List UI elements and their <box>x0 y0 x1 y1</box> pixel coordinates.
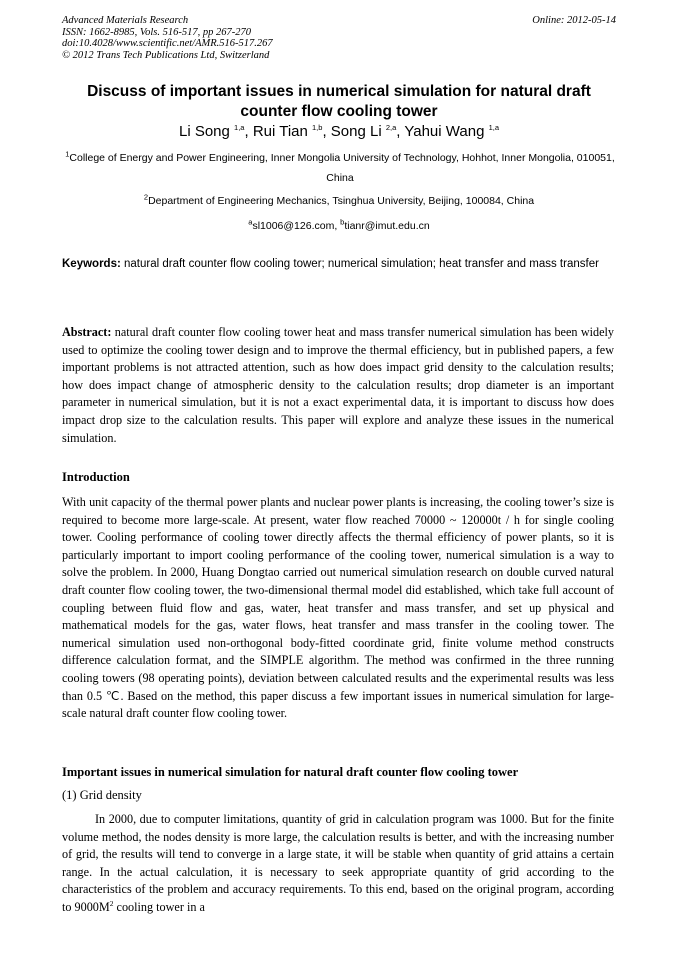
email-line <box>60 216 618 236</box>
paragraph-text: In 2000, due to computer limitations, quantity of grid in calculation program was 1000. But for the finite volume method, the nodes density is more large, the calculation results is better, and with the increasing number of grid, the results will tend to converge in a large state, it will be stable when quantity of grid attains a certain range. In the actual calculation, it is necessary to seek appropriate quantity of grid according to the characteristics of the problem and accuracy requirements. To this end, based on the original program, according to 9000M <box>62 812 614 914</box>
email-mark: a <box>248 217 253 227</box>
online-date: Online: 2012-05-14 <box>532 15 616 26</box>
grid-density-text <box>62 811 614 917</box>
introduction-text: With unit capacity of the thermal power plants and nuclear power plants is increasing, the cooling tower’s size is required to become more large-scale. At present, water flow reached 70000 ~ 120000t / h for single cooling tower. Cooling performance of cooling tower directly affects the thermal efficiency of power plants, so it is particularly important to import cooling performance of the cooling tower, numerical simulation is a way to solve the problem. In 2000, Huang Dongtao carried out numerical simulation research on double curved natural draft counter flow cooling tower, the two-dimensional thermal model did established, which take full account of coupling between fluid flow and gas, water, heat transfer and mass transfer, and set up physical and mathematical models for the gas, water flows, heat transfer and mass transfer in the cooling tower. The numerical simulation used non-orthogonal body-fitted coordinate grid, finite volume method constructs difference calculation format, and the SIMPLE algorithm. The method was confirmed in the three running cooling towers (98 operating points), deviation between calculated results and the experimental results was less than 0.5 ℃. Based on the method, this paper discuss a few important issues in numerical simulation for large-scale natural draft counter flow cooling tower. <box>62 495 614 721</box>
author-affiliation-mark: 1,b <box>312 123 323 132</box>
affiliation-2 <box>60 191 618 211</box>
doi-line: doi:10.4028/www.scientific.net/AMR.516-517.267 <box>62 38 273 49</box>
keywords <box>62 256 614 272</box>
email-a: sl1006@126.com, <box>252 220 338 232</box>
author-list: Li Song $^{1,a}$, Rui Tian $^{1,b}$, Song Li $^{2,a}$, Yahui Wang $^{1,a}$ <box>178 123 500 140</box>
abstract <box>62 324 614 447</box>
affiliation-mark: 1 <box>65 149 70 159</box>
section-heading: Important issues in numerical simulation for natural draft counter flow cooling tower <box>62 765 519 779</box>
author-name: Rui Tian <box>252 123 308 140</box>
affiliation-mark: 2 <box>143 192 149 202</box>
author-affiliation-mark: 2,a <box>385 123 397 132</box>
paragraph-text-end: cooling tower in a <box>113 899 205 914</box>
affiliation-text: Department of Engineering Mechanics, Tsinghua University, Beijing, 100084, China <box>148 195 535 207</box>
email-mark: b <box>340 217 345 227</box>
abstract-text: natural draft counter flow cooling tower heat and mass transfer numerical simulation has been widely used to optimize the cooling tower design and to improve the thermal efficiency, but in published papers, a few important problems is not attracted attention, such as how does impact grid density to the calculation results; how does impact change of atmospheric density to the calculation results; drop diameter is an important parameter in numerical simulation, but it is not a exact experimental data, it is important to discuss how does impact drop size to the calculation results. This paper will explore and analyze these issues in the numerical simulation. <box>62 325 614 445</box>
affiliation-1 <box>62 148 618 188</box>
author-name: Li Song <box>178 123 230 140</box>
subsection-heading: (1) Grid density <box>62 788 142 802</box>
paper-title: Discuss of important issues in numerical simulation for natural draft counter flow cooling tower <box>87 83 591 120</box>
affiliation-text: College of Energy and Power Engineering, Inner Mongolia University of Technology, Hohhot, Inner Mongolia, 010051, China <box>69 152 615 184</box>
copyright-line: © 2012 Trans Tech Publications Ltd, Switzerland <box>62 49 270 61</box>
journal-name: Advanced Materials Research <box>62 15 189 26</box>
keywords-label: Keywords: <box>62 258 121 270</box>
author-name: Yahui Wang <box>404 123 485 140</box>
superscript: 2 <box>109 898 114 908</box>
issn-line: ISSN: 1662-8985, Vols. 516-517, pp 267-270 <box>62 26 251 38</box>
keywords-text: natural draft counter flow cooling tower; numerical simulation; heat transfer and mass transfer <box>124 258 599 270</box>
abstract-label: Abstract: <box>62 325 112 339</box>
introduction-heading: Introduction <box>62 470 130 484</box>
author-name: Song Li <box>330 123 382 140</box>
author-affiliation-mark: 1,a <box>234 123 245 132</box>
email-b: tianr@imut.edu.cn <box>344 220 430 232</box>
author-affiliation-mark: 1,a <box>488 123 500 132</box>
